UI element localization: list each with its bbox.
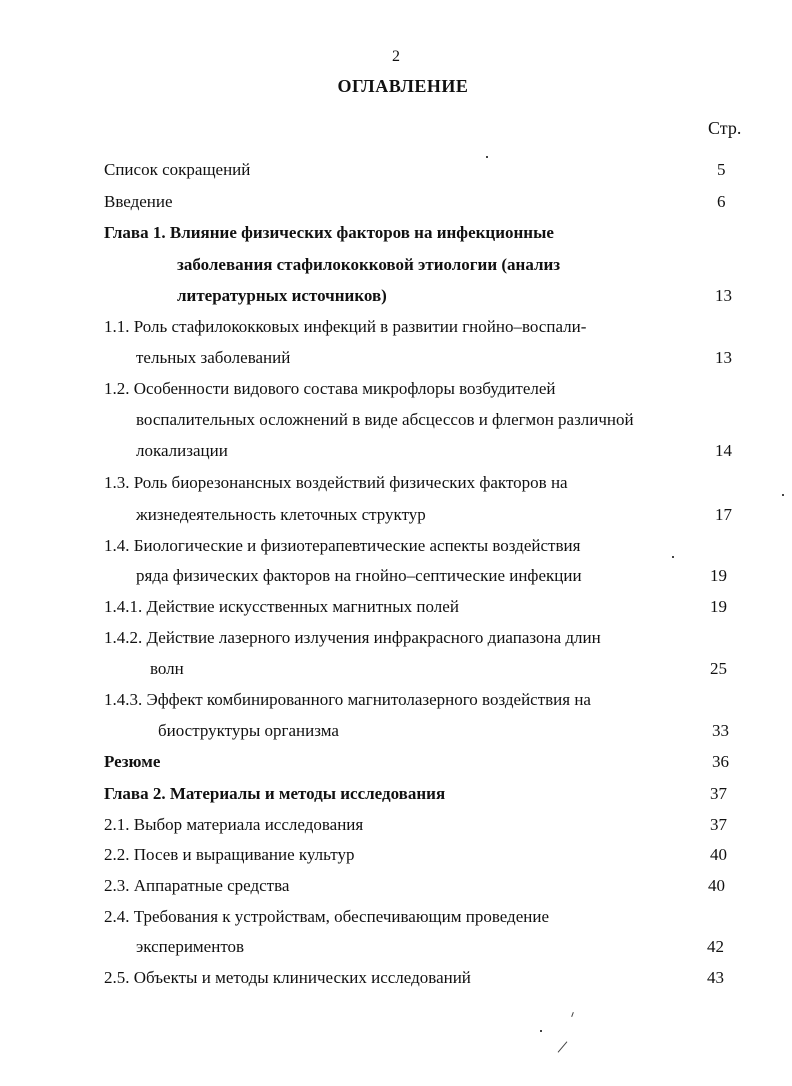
toc-entry-line: 1.4.3. Эффект комбинированного магнитолазерного воздействия на (104, 690, 591, 709)
toc-entry-line: 2.4. Требования к устройствам, обеспечивающим проведение (104, 907, 549, 926)
toc-entry-page: 19 (710, 566, 727, 585)
toc-entry-line: Глава 2. Материалы и методы исследования (104, 784, 446, 803)
scan-speck (540, 1030, 542, 1032)
toc-entry-line: тельных заболеваний (136, 348, 291, 367)
toc-entry-page: 36 (712, 752, 729, 771)
toc-entry-line: локализации (136, 441, 228, 460)
toc-entry-line: 2.5. Объекты и методы клинических исследований (104, 968, 471, 987)
page-number: 2 (392, 48, 400, 65)
toc-entry-line: заболевания стафилококковой этиологии (анализ (177, 255, 561, 274)
toc-entry-line: 1.1. Роль стафилококковых инфекций в развитии гнойно–воспали- (104, 317, 587, 336)
toc-entry-page: 40 (710, 845, 727, 864)
toc-entry-page: 42 (707, 937, 724, 956)
toc-entry-line: экспериментов (136, 937, 245, 956)
toc-entry-page: 37 (710, 815, 727, 834)
toc-entry-line: 2.2. Посев и выращивание культур (104, 845, 355, 864)
toc-entry-line: 1.4.2. Действие лазерного излучения инфракрасного диапазона длин (104, 628, 601, 647)
toc-entry-page: 25 (710, 659, 727, 678)
scan-speck (486, 156, 488, 158)
page-column-label: Стр. (708, 118, 742, 138)
toc-entry-line: волн (150, 659, 184, 678)
toc-entry-page: 33 (712, 721, 729, 740)
toc-entry-line: 1.4.1. Действие искусственных магнитных полей (104, 597, 459, 616)
toc-entry-page: 17 (715, 505, 732, 524)
toc-entry-page: 13 (715, 286, 732, 305)
toc-entry-page: 6 (717, 192, 726, 211)
toc-entry-line: литературных источников) (177, 286, 387, 305)
toc-entry-line: Глава 1. Влияние физических факторов на инфекционные (104, 223, 554, 242)
toc-entry-page: 43 (707, 968, 724, 987)
toc-entry-page: 5 (717, 160, 726, 179)
toc-entry-line: 2.3. Аппаратные средства (104, 876, 290, 895)
toc-entry-page: 19 (710, 597, 727, 616)
toc-entry-line: воспалительных осложнений в виде абсцессов и флегмон различной (136, 410, 634, 429)
toc-entry-line: 1.4. Биологические и физиотерапевтические аспекты воздействия (104, 536, 581, 555)
scan-speck (672, 556, 674, 558)
toc-entry-page: 37 (710, 784, 727, 803)
toc-entry-line: 2.1. Выбор материала исследования (104, 815, 364, 834)
toc-title: ОГЛАВЛЕНИЕ (337, 76, 469, 96)
scan-speck (782, 494, 784, 496)
toc-entry-line: Список сокращений (104, 160, 251, 179)
toc-entry-line: Резюме (104, 752, 161, 771)
toc-entry-line: жизнедеятельность клеточных структур (136, 505, 426, 524)
toc-entry-page: 13 (715, 348, 732, 367)
toc-entry-line: 1.3. Роль биорезонансных воздействий физических факторов на (104, 473, 568, 492)
toc-entry-page: 40 (708, 876, 725, 895)
scan-speck (571, 1012, 574, 1017)
toc-entry-line: ряда физических факторов на гнойно–септические инфекции (136, 566, 582, 585)
scan-speck (558, 1041, 568, 1052)
toc-entry-line: Введение (104, 192, 173, 211)
toc-entry-line: 1.2. Особенности видового состава микрофлоры возбудителей (104, 379, 556, 398)
toc-entry-line: биоструктуры организма (158, 721, 339, 740)
toc-entry-page: 14 (715, 441, 732, 460)
